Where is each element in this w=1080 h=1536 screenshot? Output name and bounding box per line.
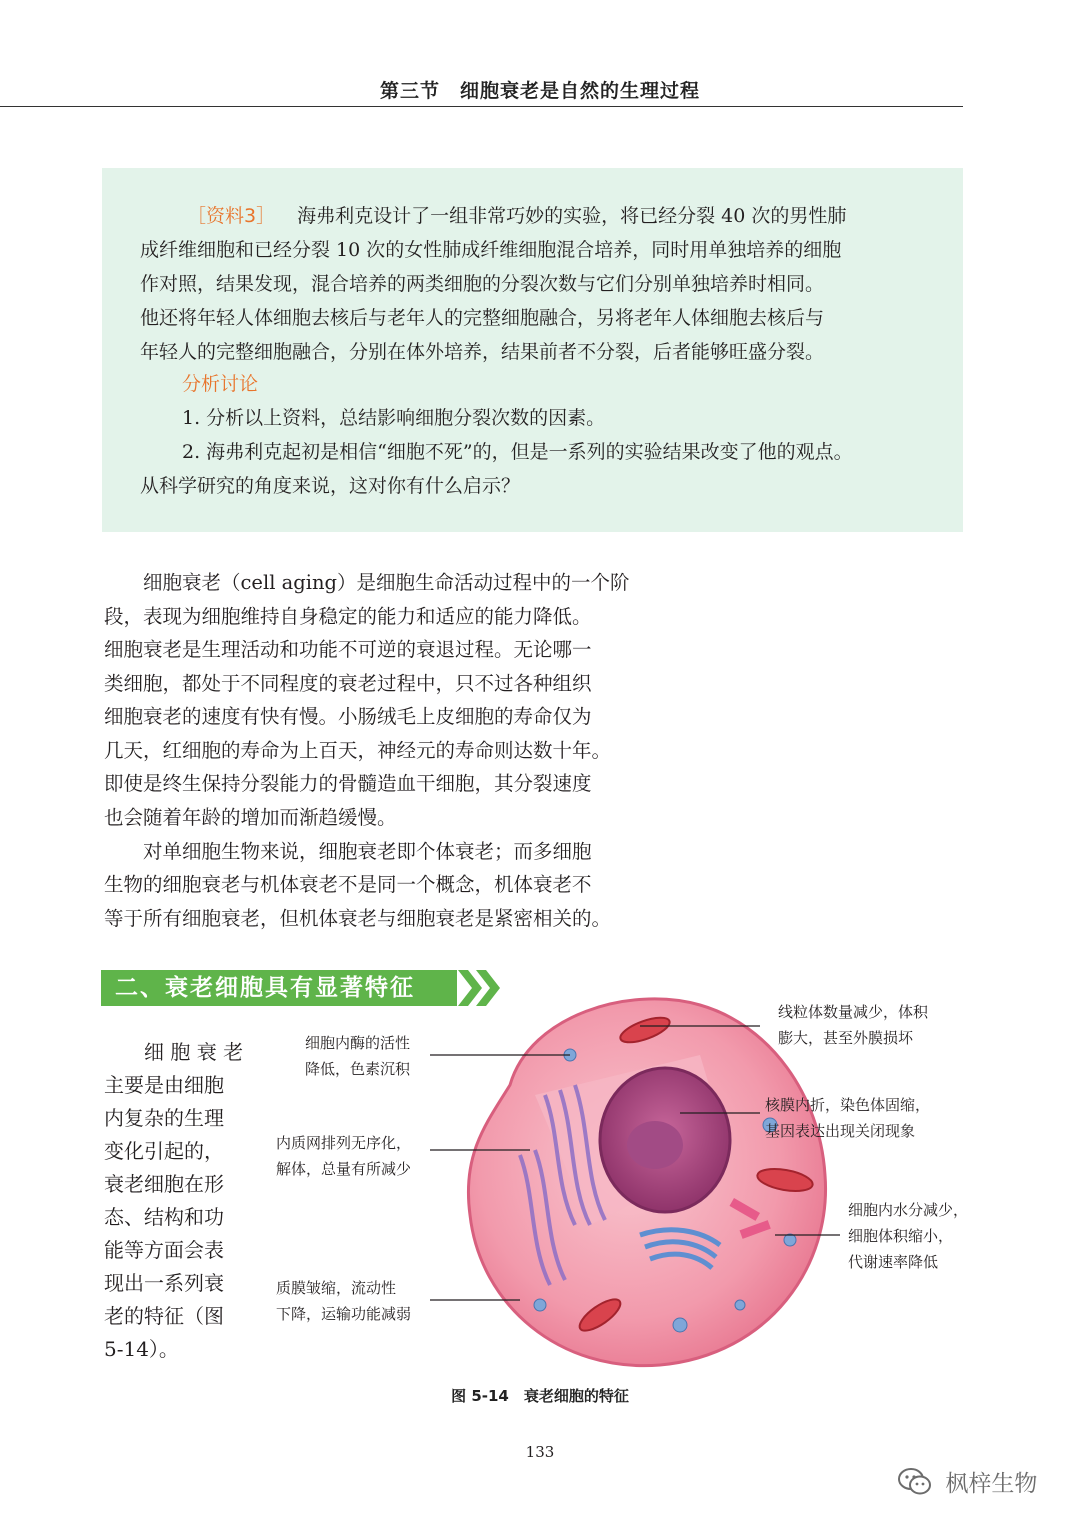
side-line: 衰老细胞在形 — [104, 1172, 224, 1196]
question-2: 2. 海弗利克起初是相信“细胞不死”的，但是一系列的实验结果改变了他的观点。 — [182, 441, 853, 463]
side-line: 5-14）。 — [104, 1337, 179, 1361]
label-water-line-1: 细胞内水分减少， — [848, 1201, 969, 1219]
material-line-4: 年轻人的完整细胞融合，分别在体外培养，结果前者不分裂，后者能够旺盛分裂。 — [140, 341, 825, 363]
label-er-line-2: 解体，总量有所减少 — [276, 1160, 412, 1178]
label-er-line-1: 内质网排列无序化， — [276, 1134, 412, 1152]
wechat-icon — [898, 1467, 932, 1497]
question-1: 1. 分析以上资料，总结影响细胞分裂次数的因素。 — [182, 407, 606, 429]
label-mito-line-2: 膨大，甚至外膜损坏 — [778, 1029, 914, 1047]
label-membrane-line-1: 质膜皱缩，流动性 — [276, 1279, 397, 1297]
material-line-1: 成纤维细胞和已经分裂 10 次的女性肺成纤维细胞混合培养，同时用单独培养的细胞 — [140, 239, 842, 261]
body-line: 类细胞，都处于不同程度的衰老过程中，只不过各种组织 — [104, 672, 592, 695]
question-2-cont: 从科学研究的角度来说，这对你有什么启示？ — [140, 475, 521, 497]
side-line: 细 胞 衰 老 — [104, 1040, 244, 1064]
label-mito-line-1: 线粒体数量减少，体积 — [778, 1003, 929, 1021]
body-line: 细胞衰老是生理活动和功能不可逆的衰退过程。无论哪一 — [104, 638, 592, 661]
discussion-heading: 分析讨论 — [182, 373, 259, 395]
watermark-text: 枫梓生物 — [945, 1471, 1038, 1497]
side-line: 能等方面会表 — [104, 1238, 224, 1262]
label-enzyme-line-1: 细胞内酶的活性 — [305, 1034, 411, 1052]
section-title: 二、衰老细胞具有显著特征 — [115, 975, 415, 1001]
body-line: 对单细胞生物来说，细胞衰老即个体衰老；而多细胞 — [104, 840, 592, 863]
header-rule — [0, 106, 963, 107]
material-line-0: 海弗利克设计了一组非常巧妙的实验，将已经分裂 40 次的男性肺 — [297, 205, 847, 227]
page-number: 133 — [525, 1443, 555, 1461]
label-water-line-2: 细胞体积缩小， — [848, 1227, 954, 1245]
section-banner — [101, 970, 457, 1006]
material-tag-close: ］ — [256, 205, 276, 227]
body-line: 几天，红细胞的寿命为上百天，神经元的寿命则达数十年。 — [104, 739, 612, 762]
material-line-2: 作对照，结果发现，混合培养的两类细胞的分裂次数与它们分别单独培养时相同。 — [140, 273, 825, 295]
label-enzyme-line-2: 降低，色素沉积 — [305, 1060, 411, 1078]
body-line: 生物的细胞衰老与机体衰老不是同一个概念，机体衰老不 — [104, 873, 592, 896]
label-nucleus-line-2: 基因表达出现关闭现象 — [765, 1122, 916, 1140]
body-line: 即使是终生保持分裂能力的骨髓造血干细胞，其分裂速度 — [104, 772, 592, 795]
body-line: 细胞衰老的速度有快有慢。小肠绒毛上皮细胞的寿命仅为 — [104, 705, 592, 728]
side-line: 主要是由细胞 — [104, 1073, 224, 1097]
running-header: 第三节 细胞衰老是自然的生理过程 — [379, 80, 700, 102]
watermark — [898, 1465, 1037, 1505]
figure-caption: 图 5-14 衰老细胞的特征 — [451, 1387, 629, 1405]
side-line: 变化引起的， — [104, 1139, 224, 1163]
side-line: 态、结构和功 — [104, 1205, 224, 1229]
side-line: 现出一系列衰 — [104, 1271, 224, 1295]
label-nucleus-line-1: 核膜内折，染色体固缩， — [765, 1096, 931, 1114]
material-tag-label: 资料3 — [206, 205, 257, 227]
body-line: 也会随着年龄的增加而渐趋缓慢。 — [104, 806, 397, 829]
material-line-3: 他还将年轻人体细胞去核后与老年人的完整细胞融合，另将老年人体细胞去核后与 — [140, 307, 825, 329]
label-water-line-3: 代谢速率降低 — [848, 1253, 939, 1271]
material-first-line — [187, 199, 846, 233]
body-line: 等于所有细胞衰老，但机体衰老与细胞衰老是紧密相关的。 — [104, 907, 612, 930]
side-line: 老的特征（图 — [104, 1304, 224, 1328]
body-line: 段，表现为细胞维持自身稳定的能力和适应的能力降低。 — [104, 605, 592, 628]
side-line: 内复杂的生理 — [104, 1106, 224, 1130]
body-line: 细胞衰老（cell aging）是细胞生命活动过程中的一个阶 — [104, 571, 630, 594]
label-membrane-line-2: 下降，运输功能减弱 — [276, 1305, 412, 1323]
material-tag-open: ［ — [187, 205, 207, 227]
